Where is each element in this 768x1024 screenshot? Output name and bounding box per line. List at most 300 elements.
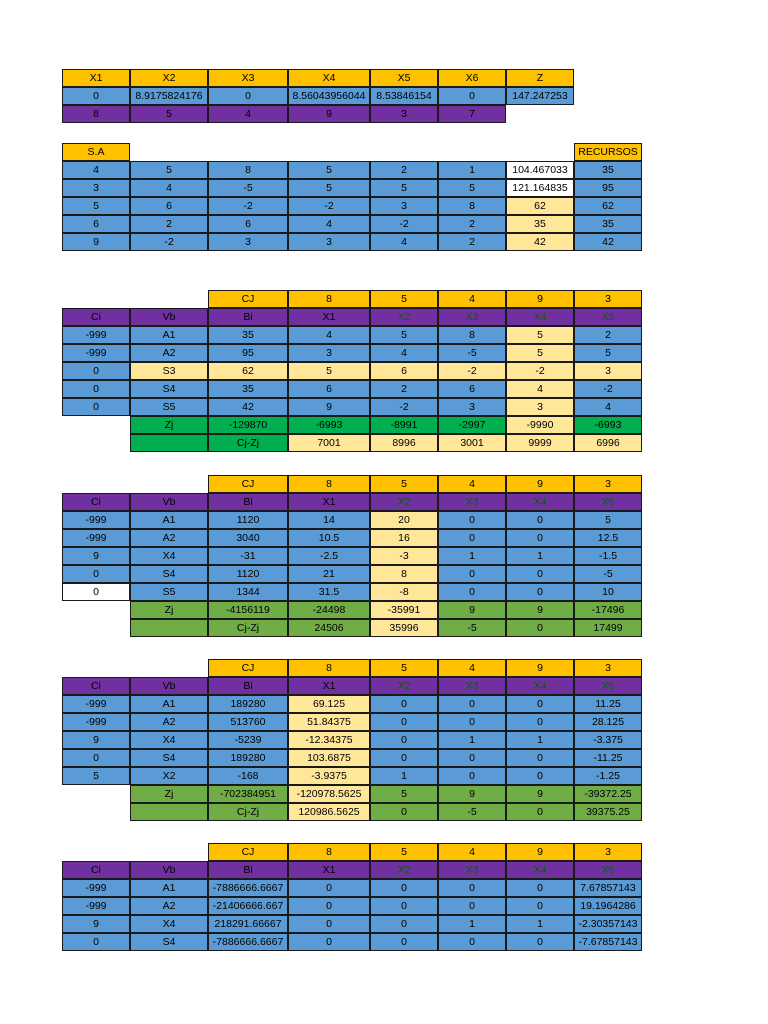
constraint-cell: 42 xyxy=(506,233,574,251)
constraints-body xyxy=(62,161,642,251)
zj-cell: -35991 xyxy=(370,601,438,619)
table-cell: 0 xyxy=(506,565,574,583)
spacer xyxy=(62,434,130,452)
table-cell: 0 xyxy=(506,511,574,529)
table-cell: 0 xyxy=(438,511,506,529)
table-cell: 5 xyxy=(288,362,370,380)
constraint-cell: 6 xyxy=(208,215,288,233)
zj-cell: -120978.5625 xyxy=(288,785,370,803)
table-cell: 0 xyxy=(62,398,130,416)
table-cell: 2 xyxy=(370,380,438,398)
table-row xyxy=(62,933,642,951)
tableau-header-row xyxy=(62,677,642,695)
spacer xyxy=(438,143,506,161)
table-cell: -5 xyxy=(574,565,642,583)
table-cell: 0 xyxy=(370,879,438,897)
table-cell: 5 xyxy=(574,511,642,529)
cj-zj-blank xyxy=(130,434,208,452)
table-cell: 1 xyxy=(506,731,574,749)
table-cell: 0 xyxy=(506,767,574,785)
cj-zj-cell: 35996 xyxy=(370,619,438,637)
cj-cell: 5 xyxy=(370,843,438,861)
column-header: Ci xyxy=(62,677,130,695)
table-cell: 103.6875 xyxy=(288,749,370,767)
cj-row xyxy=(62,843,642,861)
cj-label: CJ xyxy=(208,475,288,493)
table-cell: 20 xyxy=(370,511,438,529)
table-cell: 1 xyxy=(506,915,574,933)
zj-label: Zj xyxy=(130,601,208,619)
cj-cell: 8 xyxy=(288,290,370,308)
table-cell: -8 xyxy=(370,583,438,601)
recursos-cell: 35 xyxy=(574,215,642,233)
coef-cell: 8 xyxy=(62,105,130,123)
table-row xyxy=(62,344,642,362)
constraint-cell: 4 xyxy=(62,161,130,179)
table-cell: 0 xyxy=(506,713,574,731)
table-cell: -3 xyxy=(370,547,438,565)
table-cell: 0 xyxy=(62,749,130,767)
table-cell: -21406666.667 xyxy=(208,897,288,915)
basis-var-cell: X4 xyxy=(130,547,208,565)
spacer xyxy=(130,290,208,308)
constraint-cell: 5 xyxy=(370,179,438,197)
table-cell: -3.375 xyxy=(574,731,642,749)
constraint-cell: 4 xyxy=(130,179,208,197)
table-cell: -999 xyxy=(62,879,130,897)
table-cell: 9 xyxy=(62,547,130,565)
cj-zj-label: Cj-Zj xyxy=(208,619,288,637)
cj-zj-row xyxy=(62,434,642,452)
coef-cell: 4 xyxy=(208,105,288,123)
basis-var-cell: S4 xyxy=(130,933,208,951)
table-cell: -2 xyxy=(370,398,438,416)
zj-cell: -24498 xyxy=(288,601,370,619)
basis-var-cell: S4 xyxy=(130,565,208,583)
column-header: X3 xyxy=(438,308,506,326)
zj-cell: -702384951 xyxy=(208,785,288,803)
table-cell: -2.5 xyxy=(288,547,370,565)
column-header: Vb xyxy=(130,308,208,326)
constraints-title-row xyxy=(62,143,642,161)
table-cell: 0 xyxy=(506,583,574,601)
constraint-cell: -5 xyxy=(208,179,288,197)
table-cell: 6 xyxy=(438,380,506,398)
table-cell: 4 xyxy=(370,344,438,362)
zj-row xyxy=(62,416,642,434)
table-cell: 5 xyxy=(574,344,642,362)
table-cell: 5 xyxy=(506,344,574,362)
table-cell: -999 xyxy=(62,897,130,915)
zj-cell: -39372.25 xyxy=(574,785,642,803)
table-cell: 8 xyxy=(370,565,438,583)
table-row xyxy=(62,362,642,380)
basis-var-cell: A2 xyxy=(130,897,208,915)
table-cell: 1 xyxy=(438,731,506,749)
table-cell: -2 xyxy=(506,362,574,380)
table-cell: 69.125 xyxy=(288,695,370,713)
table-cell: 31.5 xyxy=(288,583,370,601)
recursos-cell: 95 xyxy=(574,179,642,197)
constraint-cell: 8 xyxy=(438,197,506,215)
spacer xyxy=(62,475,130,493)
constraint-cell: 5 xyxy=(438,179,506,197)
table-cell: -3.9375 xyxy=(288,767,370,785)
table-cell: 0 xyxy=(288,915,370,933)
spacer xyxy=(506,143,574,161)
table-cell: 1344 xyxy=(208,583,288,601)
column-header: Bi xyxy=(208,861,288,879)
table-cell: -999 xyxy=(62,695,130,713)
header-cell: X1 xyxy=(62,69,130,87)
cj-zj-cell: 9999 xyxy=(506,434,574,452)
table-cell: 0 xyxy=(438,879,506,897)
cj-label: CJ xyxy=(208,290,288,308)
cj-cell: 9 xyxy=(506,475,574,493)
table-cell: -168 xyxy=(208,767,288,785)
constraint-row xyxy=(62,179,642,197)
basis-var-cell: S3 xyxy=(130,362,208,380)
cj-zj-label: Cj-Zj xyxy=(208,803,288,821)
cj-zj-cell: -5 xyxy=(438,619,506,637)
constraint-cell: 3 xyxy=(370,197,438,215)
cj-zj-cell: 7001 xyxy=(288,434,370,452)
table-cell: 1120 xyxy=(208,565,288,583)
table-cell: 4 xyxy=(288,326,370,344)
sa-title: S.A xyxy=(62,143,130,161)
table-cell: 0 xyxy=(62,380,130,398)
cj-cell: 9 xyxy=(506,843,574,861)
column-header: Bi xyxy=(208,677,288,695)
table-cell: -7886666.6667 xyxy=(208,933,288,951)
table-row xyxy=(62,713,642,731)
table-cell: 218291.66667 xyxy=(208,915,288,933)
table-cell: 6 xyxy=(370,362,438,380)
table-cell: -999 xyxy=(62,326,130,344)
value-cell: 0 xyxy=(62,87,130,105)
zj-cell: -129870 xyxy=(208,416,288,434)
constraint-cell: 3 xyxy=(62,179,130,197)
column-header: X3 xyxy=(438,861,506,879)
column-header: X2 xyxy=(370,861,438,879)
table-cell: -999 xyxy=(62,529,130,547)
spacer xyxy=(62,843,130,861)
table-cell: 3 xyxy=(438,398,506,416)
cj-zj-cell: -5 xyxy=(438,803,506,821)
table-cell: 4 xyxy=(574,398,642,416)
table-cell: 16 xyxy=(370,529,438,547)
cj-cell: 3 xyxy=(574,290,642,308)
coef-cell: 9 xyxy=(288,105,370,123)
table-cell: 1 xyxy=(438,547,506,565)
table-cell: 0 xyxy=(506,879,574,897)
zj-cell: -9990 xyxy=(506,416,574,434)
zj-cell: -2997 xyxy=(438,416,506,434)
table-cell: 28.125 xyxy=(574,713,642,731)
column-header: Ci xyxy=(62,308,130,326)
header-cell: Z xyxy=(506,69,574,87)
column-header: X4 xyxy=(506,677,574,695)
constraint-cell: 3 xyxy=(208,233,288,251)
table-cell: 0 xyxy=(370,897,438,915)
table-cell: 9 xyxy=(62,731,130,749)
table-cell: 0 xyxy=(370,695,438,713)
table-row xyxy=(62,380,642,398)
table-cell: -7886666.6667 xyxy=(208,879,288,897)
spacer xyxy=(62,416,130,434)
basis-var-cell: A2 xyxy=(130,344,208,362)
column-header: X5 xyxy=(574,861,642,879)
table-cell: 513760 xyxy=(208,713,288,731)
cj-zj-cell: 0 xyxy=(370,803,438,821)
table-cell: 0 xyxy=(438,529,506,547)
recursos-cell: 42 xyxy=(574,233,642,251)
column-header: X1 xyxy=(288,493,370,511)
table-cell: 0 xyxy=(506,933,574,951)
constraint-cell: 62 xyxy=(506,197,574,215)
table-cell: 5 xyxy=(370,326,438,344)
variables-coef-row xyxy=(62,105,574,123)
zj-cell: -6993 xyxy=(574,416,642,434)
zj-cell: -4156119 xyxy=(208,601,288,619)
spacer xyxy=(288,143,370,161)
recursos-cell: 35 xyxy=(574,161,642,179)
column-header: X4 xyxy=(506,308,574,326)
constraint-cell: 6 xyxy=(62,215,130,233)
basis-var-cell: X4 xyxy=(130,915,208,933)
basis-var-cell: A2 xyxy=(130,529,208,547)
table-cell: 3 xyxy=(288,344,370,362)
cj-row xyxy=(62,290,642,308)
spacer xyxy=(130,143,208,161)
spacer xyxy=(130,659,208,677)
spacer xyxy=(62,601,130,619)
table-cell: 35 xyxy=(208,326,288,344)
recursos-title: RECURSOS xyxy=(574,143,642,161)
value-cell: 8.56043956044 xyxy=(288,87,370,105)
table-row xyxy=(62,398,642,416)
table-cell: 0 xyxy=(62,565,130,583)
table-cell: 0 xyxy=(62,583,130,601)
cj-zj-row xyxy=(62,803,642,821)
table-cell: -999 xyxy=(62,344,130,362)
basis-var-cell: A2 xyxy=(130,713,208,731)
column-header: X1 xyxy=(288,308,370,326)
table-cell: 3040 xyxy=(208,529,288,547)
table-row xyxy=(62,749,642,767)
table-cell: 0 xyxy=(438,713,506,731)
spacer xyxy=(62,785,130,803)
zj-cell: -17496 xyxy=(574,601,642,619)
cj-zj-blank xyxy=(130,619,208,637)
cj-cell: 9 xyxy=(506,659,574,677)
table-row xyxy=(62,767,642,785)
constraint-row xyxy=(62,233,642,251)
table-row xyxy=(62,897,642,915)
cj-label: CJ xyxy=(208,843,288,861)
basis-var-cell: A1 xyxy=(130,879,208,897)
column-header: Vb xyxy=(130,493,208,511)
cj-cell: 4 xyxy=(438,290,506,308)
header-cell: X4 xyxy=(288,69,370,87)
constraint-cell: 2 xyxy=(438,233,506,251)
constraint-row xyxy=(62,215,642,233)
column-header: X3 xyxy=(438,493,506,511)
constraint-cell: 5 xyxy=(288,161,370,179)
constraint-row xyxy=(62,161,642,179)
table-cell: -5239 xyxy=(208,731,288,749)
table-cell: 0 xyxy=(506,897,574,915)
value-cell: 0 xyxy=(208,87,288,105)
column-header: Bi xyxy=(208,493,288,511)
constraint-cell: -2 xyxy=(370,215,438,233)
constraint-cell: 2 xyxy=(130,215,208,233)
variables-table xyxy=(62,69,574,123)
constraint-cell: 8 xyxy=(208,161,288,179)
table-cell: 0 xyxy=(62,362,130,380)
spacer xyxy=(370,143,438,161)
spacer xyxy=(130,475,208,493)
table-cell: 189280 xyxy=(208,695,288,713)
tableau-header-row xyxy=(62,861,642,879)
constraint-row xyxy=(62,197,642,215)
table-cell: 5 xyxy=(506,326,574,344)
table-cell: -999 xyxy=(62,511,130,529)
table-cell: 5 xyxy=(62,767,130,785)
cj-zj-cell: 39375.25 xyxy=(574,803,642,821)
table-cell: 0 xyxy=(438,933,506,951)
table-row xyxy=(62,695,642,713)
header-cell: X6 xyxy=(438,69,506,87)
basis-var-cell: S4 xyxy=(130,380,208,398)
table-cell: 0 xyxy=(62,933,130,951)
cj-cell: 5 xyxy=(370,290,438,308)
constraint-cell: 121.164835 xyxy=(506,179,574,197)
header-cell: X5 xyxy=(370,69,438,87)
simplex-tableau-4 xyxy=(62,843,642,951)
table-cell: 35 xyxy=(208,380,288,398)
table-row xyxy=(62,565,642,583)
zj-row xyxy=(62,785,642,803)
table-cell: 0 xyxy=(370,933,438,951)
table-cell: 0 xyxy=(506,749,574,767)
table-cell: 1120 xyxy=(208,511,288,529)
coef-cell: 5 xyxy=(130,105,208,123)
cj-cell: 9 xyxy=(506,290,574,308)
basis-var-cell: A1 xyxy=(130,326,208,344)
table-cell: -1.25 xyxy=(574,767,642,785)
column-header: X2 xyxy=(370,308,438,326)
table-row xyxy=(62,529,642,547)
table-cell: 7.67857143 xyxy=(574,879,642,897)
recursos-cell: 62 xyxy=(574,197,642,215)
table-cell: 9 xyxy=(288,398,370,416)
value-cell: 0 xyxy=(438,87,506,105)
constraint-cell: 9 xyxy=(62,233,130,251)
table-cell: 189280 xyxy=(208,749,288,767)
variables-value-row xyxy=(62,87,574,105)
constraint-cell: 4 xyxy=(370,233,438,251)
spacer xyxy=(62,290,130,308)
table-cell: 3 xyxy=(574,362,642,380)
cj-cell: 3 xyxy=(574,843,642,861)
spacer xyxy=(62,803,130,821)
cj-cell: 4 xyxy=(438,659,506,677)
column-header: Bi xyxy=(208,308,288,326)
cj-zj-cell: 0 xyxy=(506,619,574,637)
column-header: Vb xyxy=(130,861,208,879)
table-cell: 0 xyxy=(370,713,438,731)
constraint-cell: 5 xyxy=(288,179,370,197)
constraint-cell: 5 xyxy=(62,197,130,215)
constraint-cell: 35 xyxy=(506,215,574,233)
table-row xyxy=(62,915,642,933)
coef-cell: 7 xyxy=(438,105,506,123)
spacer xyxy=(208,143,288,161)
header-cell: X3 xyxy=(208,69,288,87)
zj-row xyxy=(62,601,642,619)
column-header: X5 xyxy=(574,493,642,511)
table-cell: 9 xyxy=(62,915,130,933)
zj-cell: 9 xyxy=(438,601,506,619)
cj-zj-row xyxy=(62,619,642,637)
table-cell: 11.25 xyxy=(574,695,642,713)
header-cell: X2 xyxy=(130,69,208,87)
cj-cell: 5 xyxy=(370,475,438,493)
table-cell: 0 xyxy=(288,933,370,951)
cj-zj-cell: 120986.5625 xyxy=(288,803,370,821)
table-cell: 3 xyxy=(506,398,574,416)
table-cell: -7.67857143 xyxy=(574,933,642,951)
basis-var-cell: S4 xyxy=(130,749,208,767)
table-row xyxy=(62,731,642,749)
basis-var-cell: X2 xyxy=(130,767,208,785)
column-header: Ci xyxy=(62,493,130,511)
table-cell: 6 xyxy=(288,380,370,398)
constraint-cell: 2 xyxy=(438,215,506,233)
table-cell: 10 xyxy=(574,583,642,601)
table-cell: 2 xyxy=(574,326,642,344)
tableau-header-row xyxy=(62,493,642,511)
table-row xyxy=(62,547,642,565)
table-cell: -31 xyxy=(208,547,288,565)
zj-cell: 9 xyxy=(506,601,574,619)
column-header: Ci xyxy=(62,861,130,879)
table-cell: 19.1964286 xyxy=(574,897,642,915)
constraint-cell: 4 xyxy=(288,215,370,233)
constraint-cell: -2 xyxy=(288,197,370,215)
basis-var-cell: A1 xyxy=(130,511,208,529)
column-header: X3 xyxy=(438,677,506,695)
table-cell: 21 xyxy=(288,565,370,583)
basis-var-cell: A1 xyxy=(130,695,208,713)
table-cell: -2 xyxy=(438,362,506,380)
constraint-cell: 104.467033 xyxy=(506,161,574,179)
zj-cell: -6993 xyxy=(288,416,370,434)
cj-cell: 3 xyxy=(574,475,642,493)
cj-cell: 8 xyxy=(288,475,370,493)
cj-zj-cell: 6996 xyxy=(574,434,642,452)
table-cell: 0 xyxy=(288,879,370,897)
basis-var-cell: S5 xyxy=(130,583,208,601)
table-cell: 95 xyxy=(208,344,288,362)
column-header: X4 xyxy=(506,861,574,879)
value-cell: 8.9175824176 xyxy=(130,87,208,105)
table-cell: 1 xyxy=(438,915,506,933)
variables-header-row xyxy=(62,69,574,87)
table-cell: 0 xyxy=(370,749,438,767)
constraint-cell: 6 xyxy=(130,197,208,215)
